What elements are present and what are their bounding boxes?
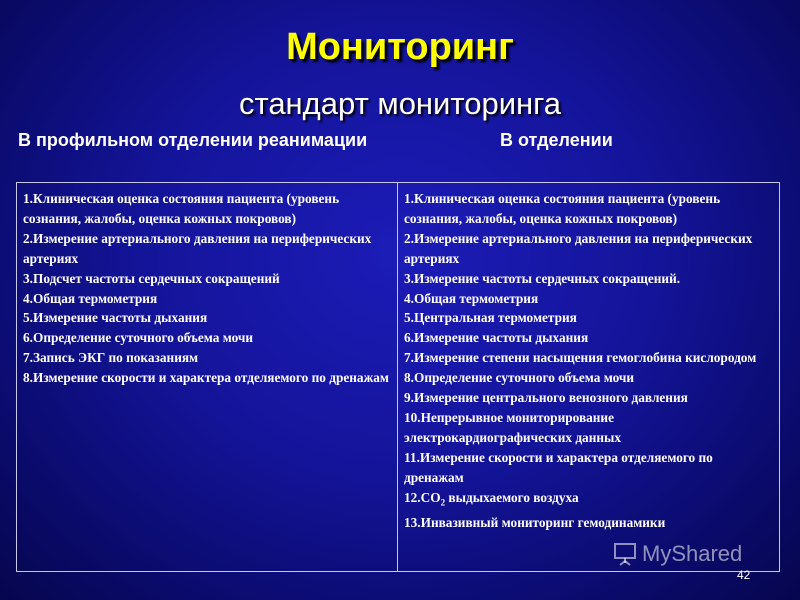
co2-prefix: 12.CO	[404, 489, 441, 505]
list-item: 5.Измерение частоты дыхания	[23, 310, 208, 326]
list-item: 5.Центральная термометрия	[404, 310, 577, 326]
slide-title: Мониторинг	[286, 26, 514, 68]
slide-subtitle: стандарт мониторинга	[238, 86, 562, 121]
list-item: 11.Измерение скорости и характера отделяемого по дренажам	[404, 449, 713, 485]
list-item: 3.Измерение частоты сердечных сокращений.	[404, 270, 681, 286]
co2-suffix: выдыхаемого воздуха	[445, 489, 579, 505]
list-item: 9.Измерение центрального венозного давления	[404, 390, 688, 406]
list-item: 6.Измерение частоты дыхания	[404, 330, 589, 346]
presentation-board-icon	[612, 541, 638, 567]
list-item: 6.Определение суточного объема мочи	[23, 330, 254, 346]
watermark-text: MyShared	[642, 541, 743, 566]
list-item: 8.Определение суточного объема мочи	[404, 370, 635, 386]
left-column-cell	[17, 183, 398, 571]
list-item	[404, 488, 773, 514]
list-item: 10.Непрерывное мониторирование электрокардиографических данных	[404, 409, 622, 445]
list-item: 13.Инвазивный мониторинг гемодинамики	[404, 515, 666, 531]
watermark	[612, 541, 742, 567]
list-item: 8.Измерение скорости и характера отделяемого по дренажам	[23, 370, 389, 386]
list-item: 2.Измерение артериального давления на периферических артериях	[404, 230, 753, 266]
co2-subscript: 2	[440, 497, 446, 508]
list-item: 7.Запись ЭКГ по показаниям	[23, 350, 199, 366]
list-item: 1.Клиническая оценка состояния пациента (уровень сознания, жалобы, оценка кожных покровов)	[404, 191, 721, 226]
right-column-heading: В отделении	[500, 130, 613, 150]
right-column-cell	[398, 183, 779, 571]
list-item: 3.Подсчет частоты сердечных сокращений	[23, 270, 280, 286]
comparison-table	[16, 182, 780, 572]
list-item: 2.Измерение артериального давления на периферических артериях	[23, 230, 372, 266]
list-item: 4.Общая термометрия	[23, 290, 158, 306]
list-item: 4.Общая термометрия	[404, 290, 539, 306]
page-number: 42	[737, 568, 751, 582]
list-item: 1.Клиническая оценка состояния пациента (уровень сознания, жалобы, оценка кожных покровов)	[23, 191, 340, 226]
left-column-heading: В профильном отделении реанимации	[18, 130, 368, 150]
list-item: 7.Измерение степени насыщения гемоглобина кислородом	[404, 350, 757, 366]
